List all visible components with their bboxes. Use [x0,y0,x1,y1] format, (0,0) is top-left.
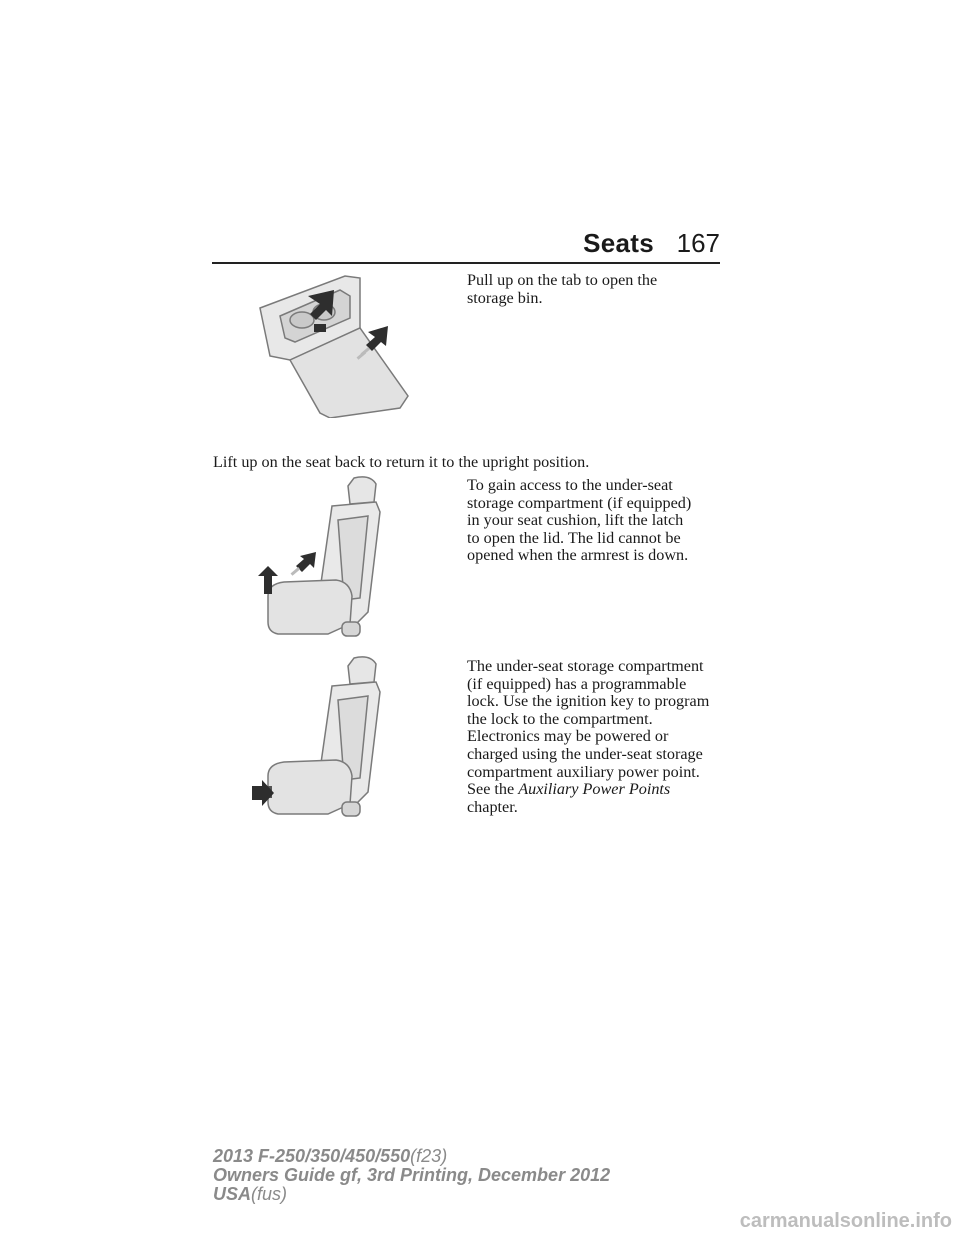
text-line: (if equipped) has a programmable [467,674,687,693]
text-line: storage compartment (if equipped) [467,493,692,512]
storage-bin-illustration [250,268,430,418]
paragraph-seat-back [213,454,589,472]
text-line: the lock to the compartment. [467,709,653,728]
text-line: to open the lid. The lid cannot be [467,528,681,547]
paragraph-programmable-lock [467,658,709,816]
section-title: Seats [583,228,654,258]
paragraph-open-bin [467,272,657,307]
text-line: compartment auxiliary power point. [467,762,700,781]
chapter-reference-link[interactable]: Auxiliary Power Points [518,780,671,799]
page-footer [213,1147,610,1204]
arrow-icon [291,552,316,576]
text-line: Pull up on the tab to open the [467,271,658,289]
text-line: The under-seat storage compartment [467,657,704,675]
text-line: chapter. [467,797,518,816]
text-line: opened when the armrest is down. [467,546,689,565]
paragraph-under-seat-access [467,477,691,565]
seat-latch-illustration [250,472,400,644]
text-line: charged using the under-seat storage [467,744,703,763]
page-number: 167 [676,228,720,258]
footer-region: USA [213,1184,252,1204]
footer-model-code: (f23) [410,1146,448,1166]
watermark: carmanualsonline.info [739,1210,952,1232]
seat-lock-illustration [250,652,400,824]
text-line: To gain access to the under-seat [467,476,673,494]
footer-line [213,1147,610,1166]
text-line: Lift up on the seat back to return it to the upright position. [213,453,590,471]
text-line: Electronics may be powered or [467,727,669,746]
footer-region-code: (fus) [251,1184,288,1204]
footer-line [213,1185,610,1204]
footer-model: 2013 F-250/350/450/550 [213,1146,411,1166]
text-line [467,781,709,799]
footer-line: Owners Guide gf, 3rd Printing, December 2012 [213,1165,611,1185]
see-prefix: See the [467,780,519,799]
text-line: in your seat cushion, lift the latch [467,511,684,530]
text-line: lock. Use the ignition key to program [467,692,710,711]
page-header [212,228,720,264]
text-line: storage bin. [467,288,543,307]
